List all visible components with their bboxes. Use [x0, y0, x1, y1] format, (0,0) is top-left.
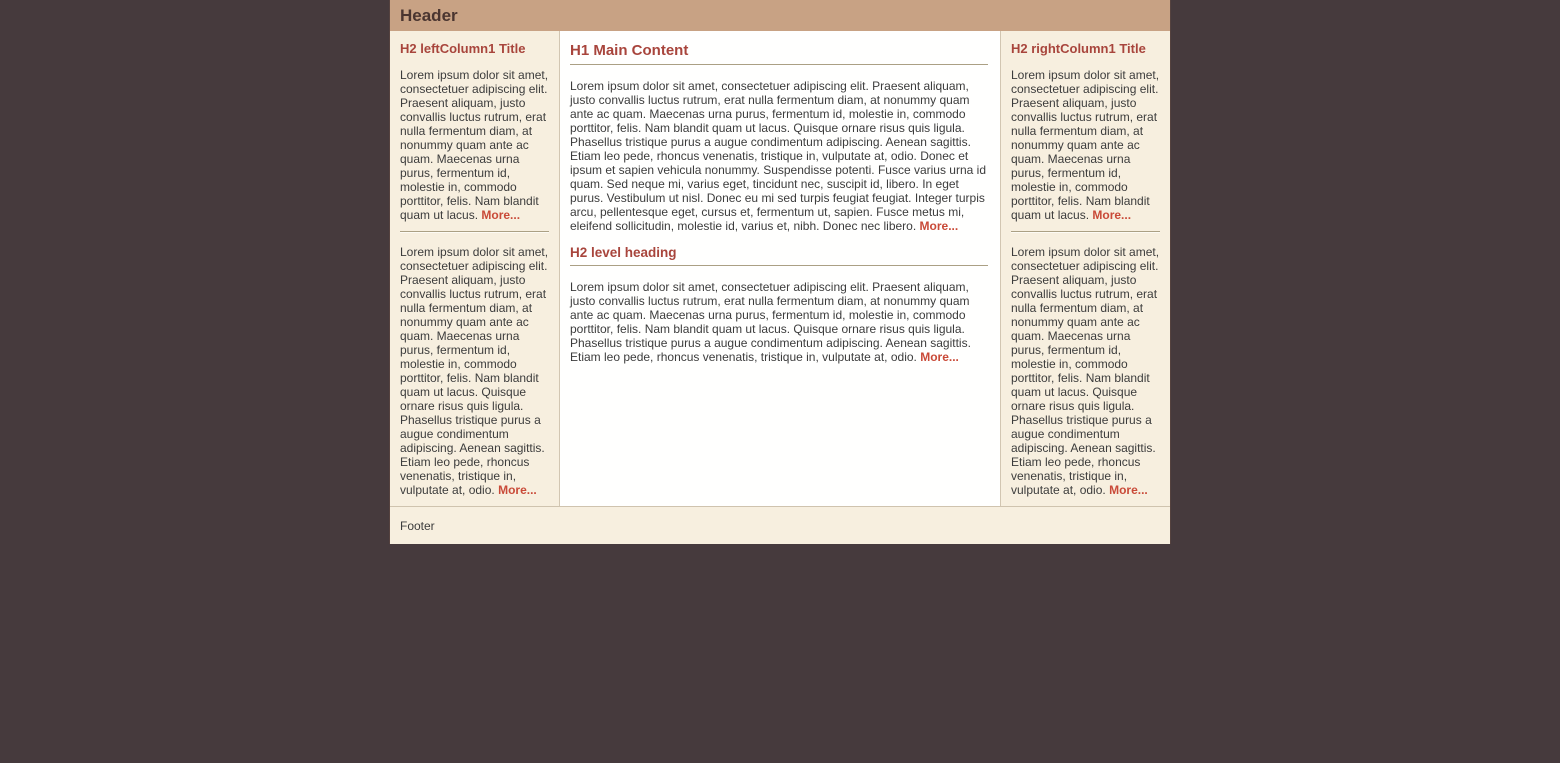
- more-link[interactable]: More...: [920, 350, 959, 364]
- left-column: [390, 31, 560, 506]
- paragraph-text: Lorem ipsum dolor sit amet, consectetuer adipiscing elit. Praesent aliquam, justo convallis luctus rutrum, erat nulla fermentum diam, at nonummy quam ante ac quam. Maecenas urna purus, fermentum id, molestie in, commodo porttitor, felis. Nam blandit quam ut lacus.: [1011, 68, 1160, 222]
- more-link[interactable]: More...: [919, 219, 959, 233]
- main-title: H1 Main Content: [570, 42, 689, 59]
- main-paragraph-2: [570, 280, 988, 364]
- divider: [570, 64, 988, 66]
- more-link[interactable]: More...: [481, 208, 521, 222]
- footer-text: Footer: [400, 519, 435, 533]
- header-title: Header: [400, 5, 458, 25]
- divider: [400, 231, 549, 233]
- right-column-paragraph-2: [1011, 245, 1160, 497]
- page-footer: [390, 506, 1170, 544]
- paragraph-text: Lorem ipsum dolor sit amet, consectetuer adipiscing elit. Praesent aliquam, justo convallis luctus rutrum, erat nulla fermentum diam, at nonummy quam ante ac quam. Maecenas urna purus, fermentum id, molestie in, commodo porttitor, felis. Nam blandit quam ut lacus. Quisque ornare risus quis ligula. Phasellus tristique purus a augue condimentum adipiscing. Aenean sagittis. Etiam leo pede, rhoncus venenatis, tristique in, vulputate at, odio.: [570, 280, 971, 364]
- paragraph-text: Lorem ipsum dolor sit amet, consectetuer adipiscing elit. Praesent aliquam, justo convallis luctus rutrum, erat nulla fermentum diam, at nonummy quam ante ac quam. Maecenas urna purus, fermentum id, molestie in, commodo porttitor, felis. Nam blandit quam ut lacus.: [400, 68, 549, 222]
- paragraph-text: Lorem ipsum dolor sit amet, consectetuer adipiscing elit. Praesent aliquam, justo convallis luctus rutrum, erat nulla fermentum diam, at nonummy quam ante ac quam. Maecenas urna purus, fermentum id, molestie in, commodo porttitor, felis. Nam blandit quam ut lacus. Quisque ornare risus quis ligula. Phasellus tristique purus a augue condimentum adipiscing. Aenean sagittis. Etiam leo pede, rhoncus venenatis, tristique in, vulputate at, odio. Donec et ipsum et sapien vehicula nonummy. Suspendisse potenti. Fusce varius urna id quam. Sed neque mi, varius eget, tincidunt nec, suscipit id, libero. In eget purus. Vestibulum ut nisl. Donec eu mi sed turpis feugiat feugiat. Integer turpis arcu, pellentesque eget, cursus et, fermentum ut, sapien. Fusce metus mi, eleifend sollicitudin, molestie id, varius et, nibh. Donec nec libero.: [570, 79, 986, 233]
- right-column-paragraph-1: [1011, 68, 1160, 222]
- page-header: [390, 0, 1170, 31]
- main-subheading: H2 level heading: [570, 245, 677, 260]
- left-column-title: H2 leftColumn1 Title: [400, 41, 526, 56]
- right-column: [1000, 31, 1170, 506]
- left-column-paragraph-2: [400, 245, 549, 497]
- more-link[interactable]: More...: [1109, 483, 1148, 497]
- paragraph-text: Lorem ipsum dolor sit amet, consectetuer adipiscing elit. Praesent aliquam, justo convallis luctus rutrum, erat nulla fermentum diam, at nonummy quam ante ac quam. Maecenas urna purus, fermentum id, molestie in, commodo porttitor, felis. Nam blandit quam ut lacus. Quisque ornare risus quis ligula. Phasellus tristique purus a augue condimentum adipiscing. Aenean sagittis. Etiam leo pede, rhoncus venenatis, tristique in, vulputate at, odio.: [1011, 245, 1160, 497]
- content-columns: [390, 31, 1170, 506]
- paragraph-text: Lorem ipsum dolor sit amet, consectetuer adipiscing elit. Praesent aliquam, justo convallis luctus rutrum, erat nulla fermentum diam, at nonummy quam ante ac quam. Maecenas urna purus, fermentum id, molestie in, commodo porttitor, felis. Nam blandit quam ut lacus. Quisque ornare risus quis ligula. Phasellus tristique purus a augue condimentum adipiscing. Aenean sagittis. Etiam leo pede, rhoncus venenatis, tristique in, vulputate at, odio.: [400, 245, 549, 497]
- divider: [1011, 231, 1160, 233]
- page-container: [390, 0, 1170, 544]
- left-column-paragraph-1: [400, 68, 549, 222]
- more-link[interactable]: More...: [1092, 208, 1132, 222]
- right-column-title: H2 rightColumn1 Title: [1011, 41, 1146, 56]
- divider: [570, 265, 988, 267]
- main-paragraph-1: [570, 79, 988, 233]
- more-link[interactable]: More...: [498, 483, 537, 497]
- main-content: [560, 31, 1000, 506]
